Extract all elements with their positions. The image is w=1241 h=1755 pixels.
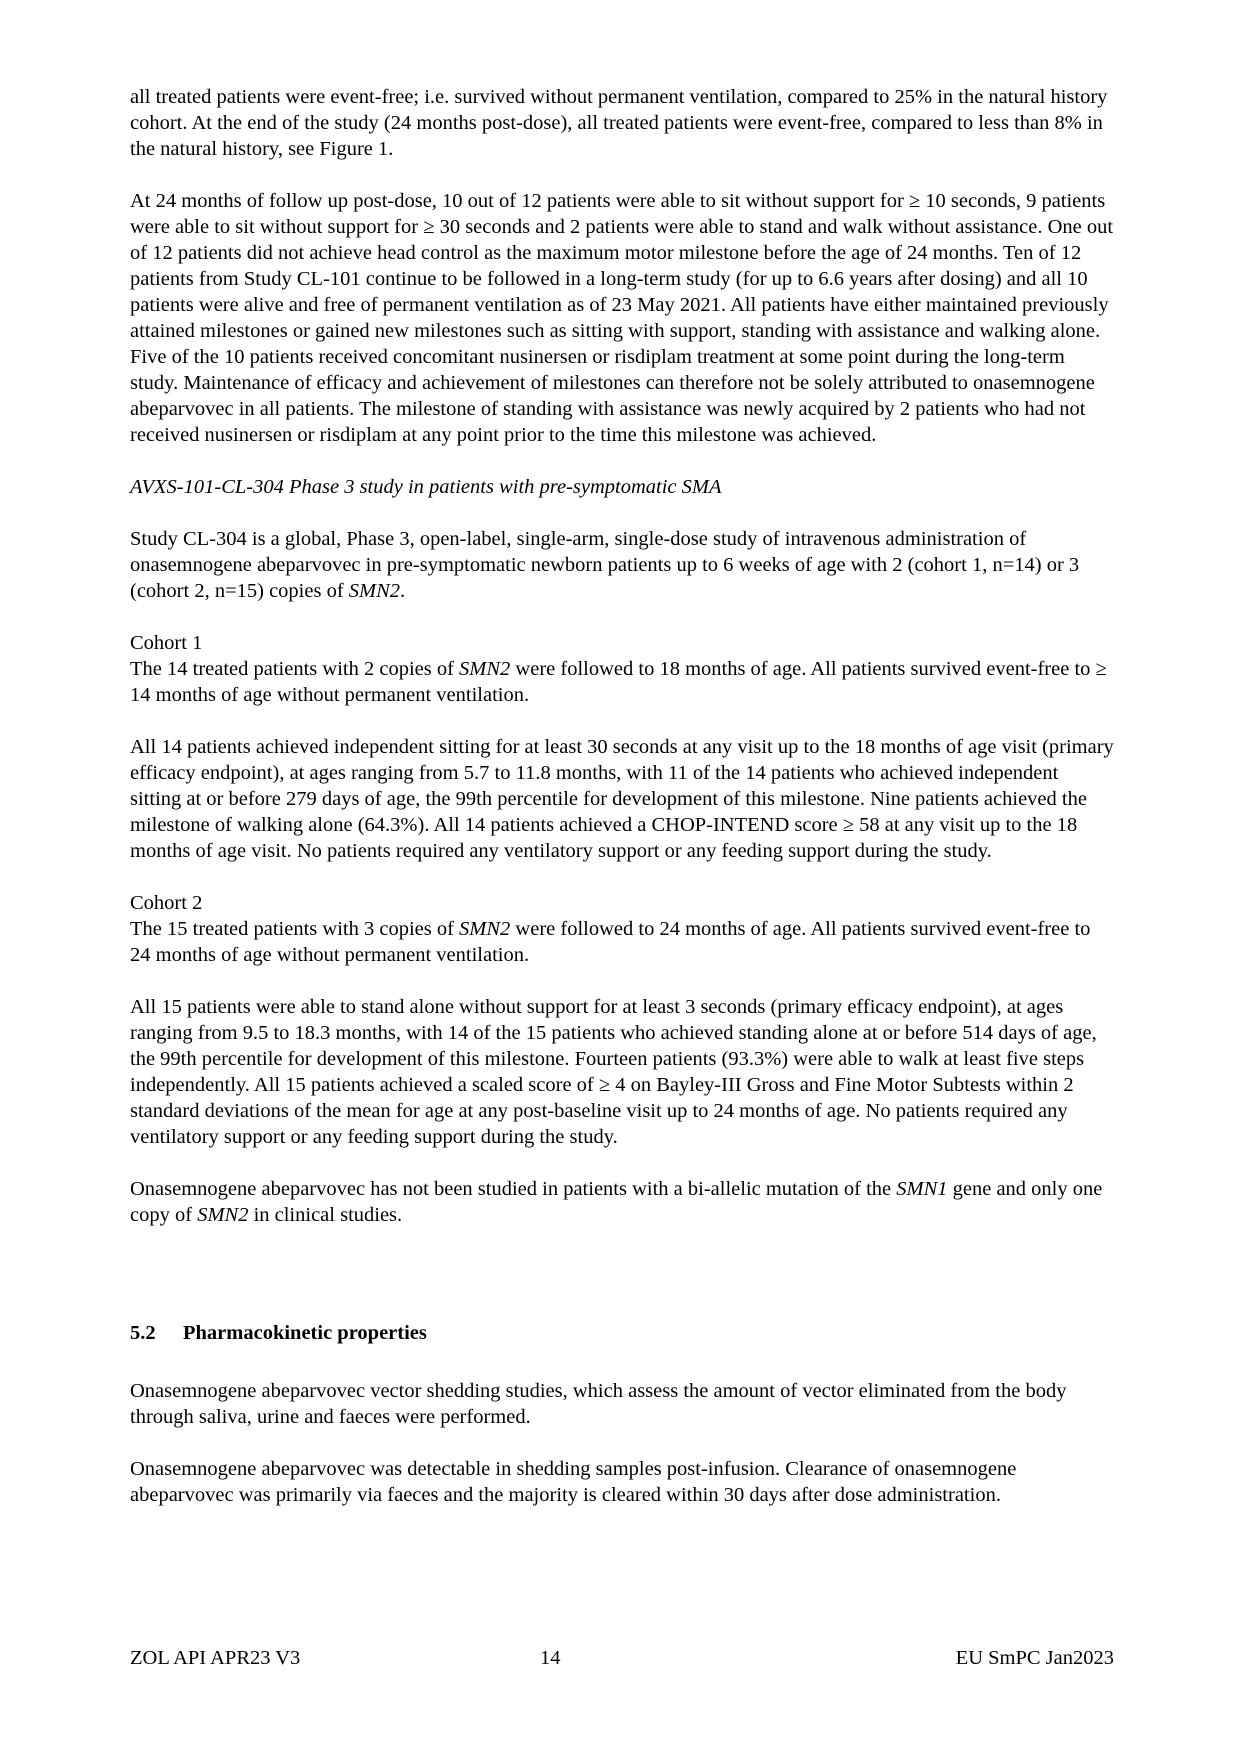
section-title: Pharmacokinetic properties: [183, 1322, 427, 1344]
gene-name: SMN2: [197, 1204, 249, 1226]
paragraph: [130, 916, 1114, 968]
footer-doc-version: EU SmPC Jan2023: [955, 1647, 1114, 1669]
gene-name: SMN2: [459, 658, 511, 680]
paragraph: [130, 526, 1114, 604]
text-run: At 24 months of follow up post-dose, 10 out of 12 patients were able to sit without support for ≥ 10 seconds, 9 patients were able to sit without support for ≥ 30 seconds and 2 patients were able to stand and walk without assistance. One out of 12 patients did not achieve head control as the maximum motor milestone before the age of 24 months. Ten of 12 patients from Study CL-101 continue to be followed in a long-term study (for up to 6.6 years after dosing) and all 10 patients were alive and free of permanent ventilation as of 23 May 2021. All patients have either maintained previously attained milestones or gained new milestones such as sitting with support, standing with assistance and walking alone. Five of the 10 patients received concomitant nusinersen or risdiplam treatment at some point during the long-term study. Maintenance of efficacy and achievement of milestones can therefore not be solely attributed to onasemnogene abeparvovec in all patients. The milestone of standing with assistance was newly acquired by 2 patients who had not received nusinersen or risdiplam at any point prior to the time this milestone was achieved.: [130, 190, 1114, 446]
gene-name: SMN1: [896, 1178, 948, 1200]
paragraph: [130, 1378, 1114, 1430]
text-run: all treated patients were event-free; i.e. survived without permanent ventilation, compared to 25% in the natural history cohort. At the end of the study (24 months post-dose), all treated patients were event-free, compared to less than 8% in the natural history, see Figure 1.: [130, 86, 1108, 160]
footer-doc-code: ZOL API APR23 V3: [130, 1647, 301, 1669]
text-run: AVXS-101-CL-304 Phase 3 study in patients with pre-symptomatic SMA: [130, 476, 722, 498]
paragraph: [130, 1456, 1114, 1508]
paragraph: [130, 188, 1114, 448]
paragraph: [130, 734, 1114, 864]
text-run: were followed to 18 months of age. All patients survived event-free to ≥ 14 months of age without permanent ventilation.: [130, 658, 1107, 706]
footer-page-number: 14: [540, 1647, 561, 1669]
text-run: The 14 treated patients with 2 copies of: [130, 658, 460, 680]
text-run: All 14 patients achieved independent sitting for at least 30 seconds at any visit up to the 18 months of age visit (primary efficacy endpoint), at ages ranging from 5.7 to 11.8 months, with 11 of the 14 patients who achieved independent sitting at or before 279 days of age, the 99th percentile for development of this milestone. Nine patients achieved the milestone of walking alone (64.3%). All 14 patients achieved a CHOP-INTEND score ≥ 58 at any visit up to the 18 months of age visit. No patients required any ventilatory support or any feeding support during the study.: [130, 736, 1114, 862]
gene-name: SMN2: [348, 580, 401, 602]
text-run: The 15 treated patients with 3 copies of: [130, 918, 460, 940]
text-run: in clinical studies.: [248, 1204, 403, 1226]
cohort-1-label: [130, 630, 1114, 656]
document-content: [130, 84, 1114, 1534]
paragraph: [130, 84, 1114, 162]
text-run: Study CL-304 is a global, Phase 3, open-label, single-arm, single-dose study of intravenous administration of onasemnogene abeparvovec in pre-symptomatic newborn patients up to 6 weeks of age with 2 (cohort 1, n=14) or 3 (cohort 2, n=15) copies of: [130, 528, 1080, 602]
text-run: Cohort 1: [130, 632, 203, 654]
cohort-2-label: [130, 890, 1114, 916]
text-run: were followed to 24 months of age. All patients survived event-free to 24 months of age without permanent ventilation.: [130, 918, 1091, 966]
paragraph: [130, 656, 1114, 708]
text-run: Onasemnogene abeparvovec has not been studied in patients with a bi-allelic mutation of the: [130, 1178, 897, 1200]
text-run: All 15 patients were able to stand alone without support for at least 3 seconds (primary efficacy endpoint), at ages ranging from 9.5 to 18.3 months, with 14 of the 15 patients who achieved standing alone at or before 514 days of age, the 99th percentile for development of this milestone. Fourteen patients (93.3%) were able to walk at least five steps independently. All 15 patients achieved a scaled score of ≥ 4 on Bayley-III Gross and Fine Motor Subtests within 2 standard deviations of the mean for age at any post-baseline visit up to 24 months of age. No patients required any ventilatory support or any feeding support during the study.: [130, 996, 1097, 1148]
study-subheading: [130, 474, 1114, 500]
section-heading-5-2: [130, 1320, 1114, 1346]
gene-name: SMN2: [459, 918, 511, 940]
text-run: .: [400, 580, 406, 602]
page-footer: [130, 1645, 1114, 1671]
text-run: Cohort 2: [130, 892, 203, 914]
text-run: Onasemnogene abeparvovec vector shedding studies, which assess the amount of vector eliminated from the body through saliva, urine and faeces were performed.: [130, 1380, 1067, 1428]
text-run: Onasemnogene abeparvovec was detectable in shedding samples post-infusion. Clearance of onasemnogene abeparvovec was primarily via faeces and the majority is cleared within 30 days after dose administration.: [130, 1458, 1017, 1506]
paragraph: [130, 994, 1114, 1150]
paragraph: [130, 1176, 1114, 1228]
text-run: gene and only one copy of: [130, 1178, 1103, 1226]
section-number: 5.2: [130, 1322, 156, 1344]
